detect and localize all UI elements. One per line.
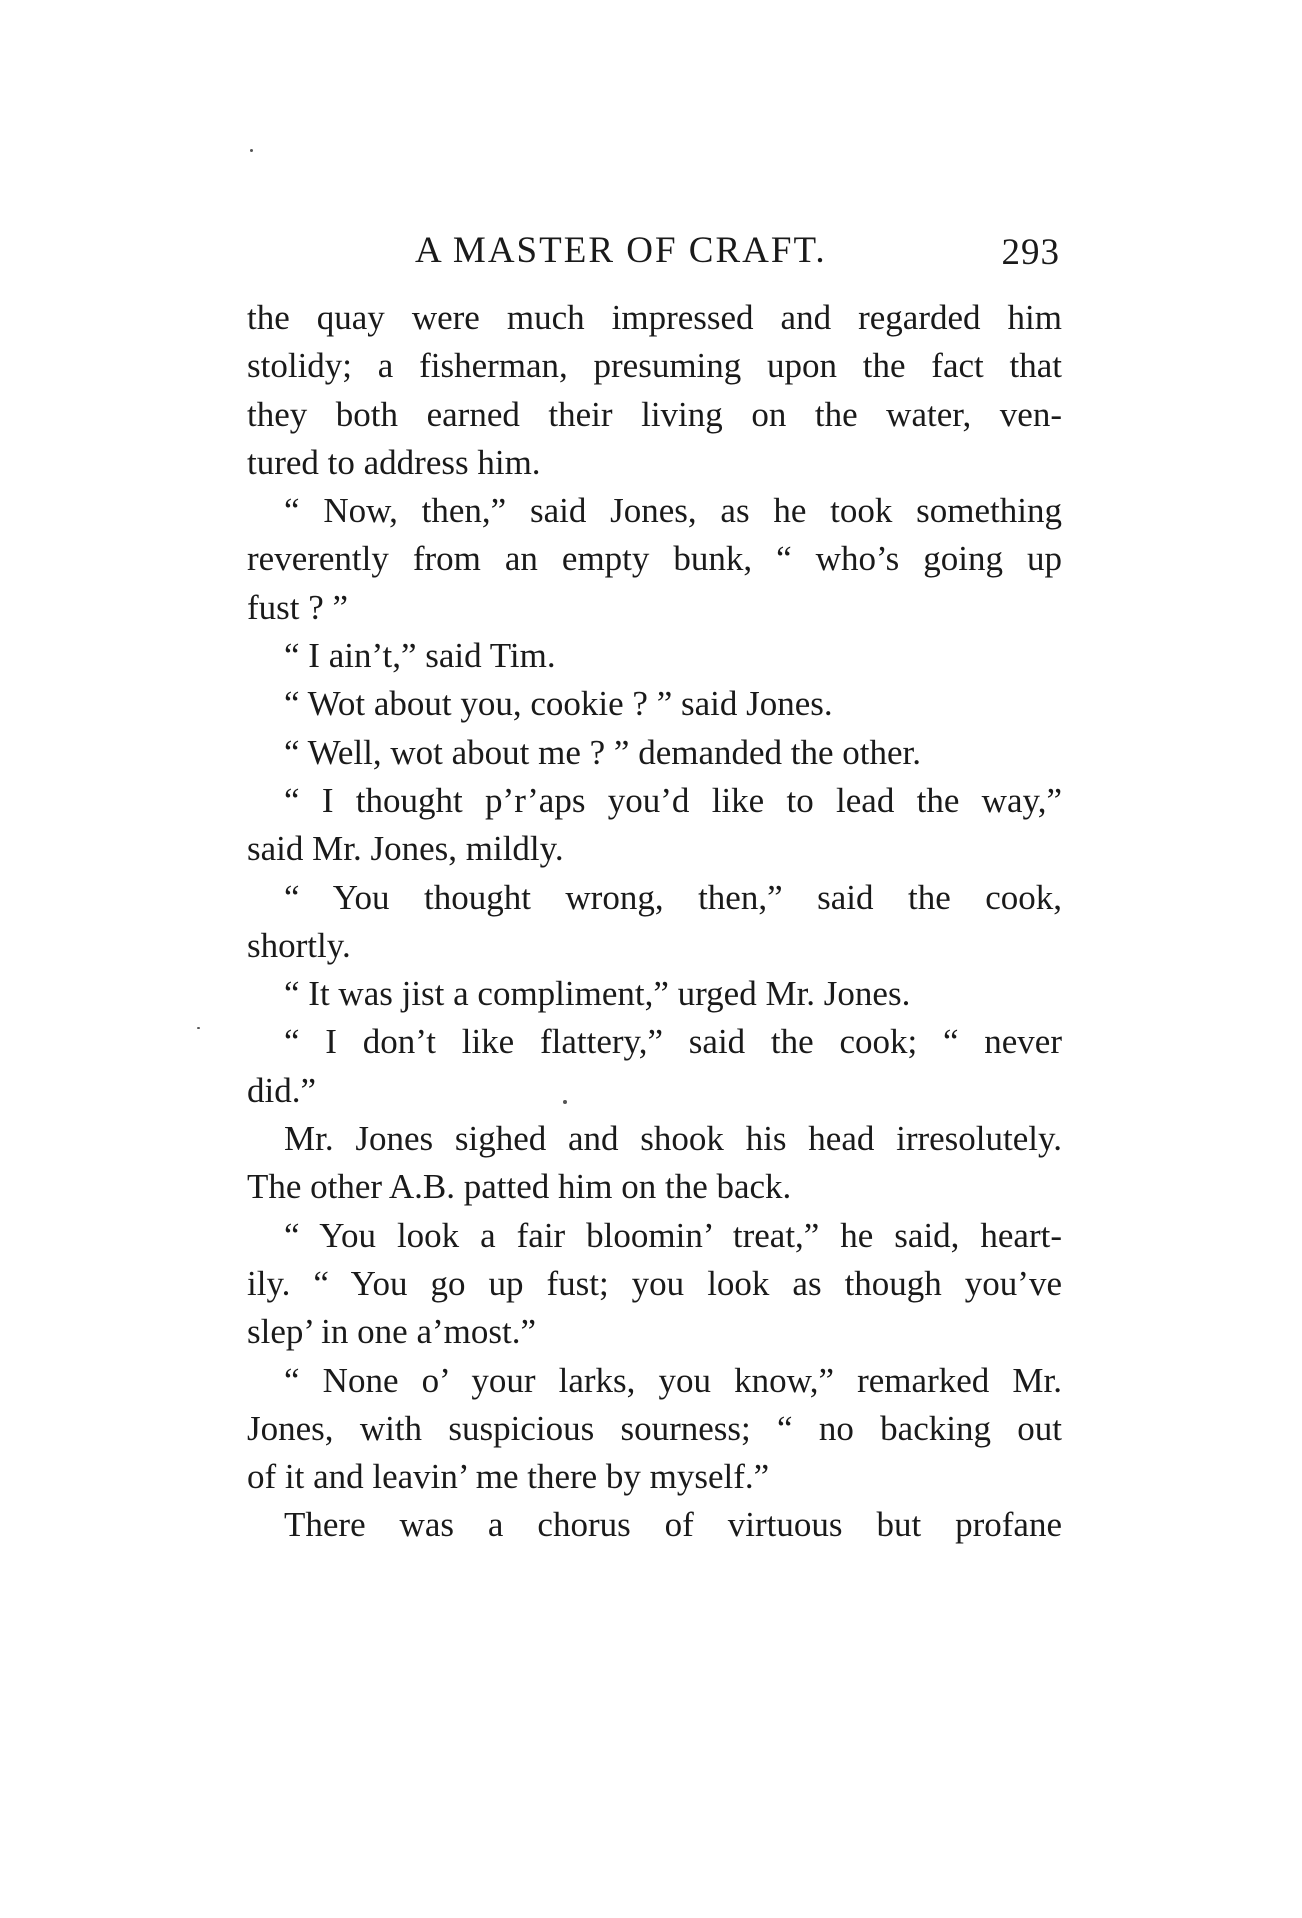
text-line: shortly. xyxy=(247,925,351,965)
text-line: “ Well, wot about me ? ” demanded the other. xyxy=(284,732,922,772)
text-line: “ None o’ your larks, you know,” remarked Mr. xyxy=(284,1360,1062,1400)
running-title: A MASTER OF CRAFT. xyxy=(415,230,827,271)
text-line: said Mr. Jones, mildly. xyxy=(247,829,564,869)
text-line: did.” xyxy=(247,1070,317,1110)
text-line: There was a chorus of virtuous but profane xyxy=(284,1505,1062,1545)
text-line: reverently from an empty bunk, “ who’s going up xyxy=(247,539,1062,579)
text-line: The other A.B. patted him on the back. xyxy=(247,1167,792,1207)
text-line: “ Now, then,” said Jones, as he took something xyxy=(284,491,1062,531)
text-line: ily. “ You go up fust; you look as though you’ve xyxy=(247,1263,1062,1303)
stray-ink-dot xyxy=(250,149,253,152)
text-line: of it and leavin’ me there by myself.” xyxy=(247,1457,770,1497)
text-line: Jones, with suspicious sourness; “ no backing out xyxy=(247,1408,1062,1448)
stray-ink-dot xyxy=(197,1027,200,1029)
text-line: “ I thought p’r’aps you’d like to lead the way,” xyxy=(284,780,1062,820)
text-line: tured to address him. xyxy=(247,442,541,482)
text-line: fust ? ” xyxy=(247,587,349,627)
text-line: “ Wot about you, cookie ? ” said Jones. xyxy=(284,684,833,724)
body-text xyxy=(247,294,1062,1550)
text-line: “ You thought wrong, then,” said the cook, xyxy=(284,877,1062,917)
text-line: Mr. Jones sighed and shook his head irresolutely. xyxy=(284,1119,1062,1159)
text-line: slep’ in one a’most.” xyxy=(247,1312,536,1352)
page-number: 293 xyxy=(1001,232,1060,273)
text-line: “ It was jist a compliment,” urged Mr. Jones. xyxy=(284,974,911,1014)
running-head xyxy=(247,228,1062,274)
text-line: “ I don’t like flattery,” said the cook; “ never xyxy=(284,1022,1062,1062)
text-line: “ I ain’t,” said Tim. xyxy=(284,636,556,676)
text-line: “ You look a fair bloomin’ treat,” he said, heart- xyxy=(284,1215,1062,1255)
text-line: stolidy; a fisherman, presuming upon the fact that xyxy=(247,346,1062,386)
text-line: they both earned their living on the water, ven- xyxy=(247,394,1062,434)
text-line: the quay were much impressed and regarded him xyxy=(247,298,1062,337)
